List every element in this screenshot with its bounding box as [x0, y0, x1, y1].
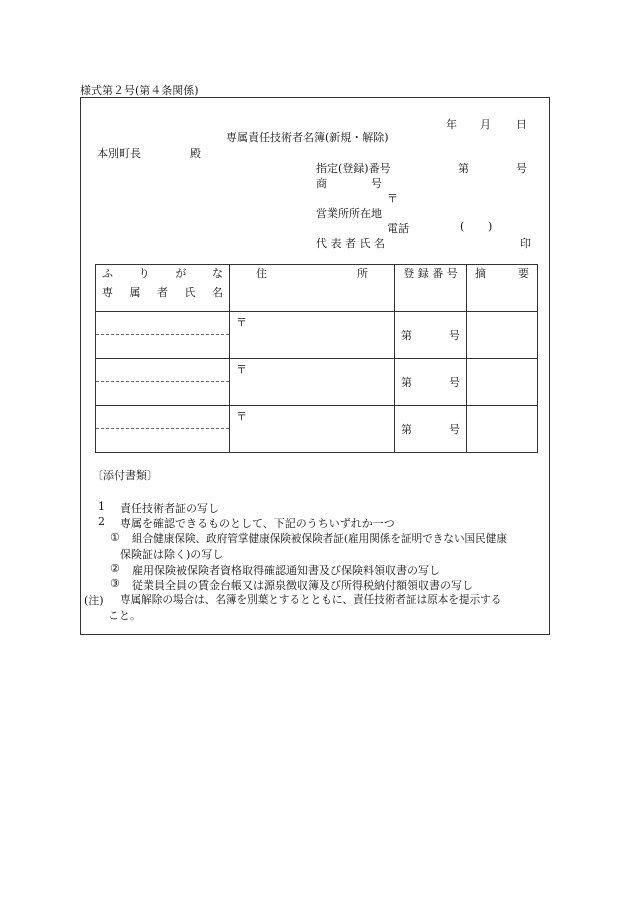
header-remarks: 摘 要 — [467, 265, 538, 312]
date-year: 年 — [446, 118, 457, 131]
sub-item-2-text: 雇用保険被保険者資格取得確認通知書及び保険料領収書の写し — [132, 564, 440, 577]
name-cell[interactable] — [96, 359, 230, 406]
header-name — [96, 265, 230, 312]
note-cont: こと。 — [108, 609, 141, 622]
phone-label: 電話 — [387, 222, 409, 235]
reg-cell[interactable]: 第 号 — [395, 406, 467, 453]
attachments-heading: 〔添付書類〕 — [92, 469, 158, 482]
reg-cell[interactable]: 第 号 — [395, 312, 467, 359]
reg-cell[interactable]: 第 号 — [395, 359, 467, 406]
document-title: 専属責任技術者名簿(新規・解除) — [226, 131, 389, 144]
postal-mark: 〒 — [387, 192, 398, 205]
sub-item-2-num: ② — [110, 562, 120, 575]
sub-item-1-num: ① — [110, 531, 120, 544]
office-address-label: 営業所所在地 — [316, 207, 382, 220]
remarks-cell[interactable] — [467, 406, 538, 453]
reg-number-go: 号 — [516, 162, 527, 175]
attachment-item-2-num: 2 — [98, 515, 105, 528]
note-text: 専属解除の場合は、名簿を別葉とするとともに、責任技術者証は原本を提示する — [120, 594, 502, 606]
row-postal-mark: 〒 — [236, 410, 247, 423]
seal-mark: 印 — [520, 237, 531, 250]
date-month: 月 — [480, 118, 491, 131]
address-cell[interactable] — [230, 359, 395, 406]
header-address: 住 所 — [230, 265, 395, 312]
sub-item-3-text: 従業員全員の賃金台帳又は源泉徴収簿及び所得税納付額領収書の写し — [132, 579, 473, 592]
sub-item-1-text: 組合健康保険、政府管掌健康保険被保険者証(雇用関係を証明できない国民健康 — [132, 533, 507, 545]
phone-paren-open: ( — [460, 220, 465, 233]
sub-item-1-cont: 保険証は除く)の写し — [120, 548, 224, 561]
name-cell[interactable] — [96, 406, 230, 453]
header-member-name: 専 属 者 氏 名 — [102, 286, 223, 299]
attachment-item-2-text: 専属を確認できるものとして、下記のうちいずれか一つ — [120, 517, 395, 530]
name-cell[interactable] — [96, 312, 230, 359]
attachment-item-1-num: 1 — [98, 500, 105, 513]
table-row — [96, 406, 538, 453]
remarks-cell[interactable] — [467, 359, 538, 406]
row-postal-mark: 〒 — [236, 316, 247, 329]
sub-item-3-num: ③ — [110, 577, 120, 590]
table-header-row — [96, 265, 538, 312]
representative-label: 代 表 者 氏 名 — [316, 237, 385, 250]
address-cell[interactable] — [230, 406, 395, 453]
address-cell[interactable] — [230, 312, 395, 359]
table-row — [96, 359, 538, 406]
attachment-item-1-text: 責任技術者証の写し — [120, 502, 219, 515]
table-row — [96, 312, 538, 359]
remarks-cell[interactable] — [467, 312, 538, 359]
form-label: 様式第２号(第４条関係) — [80, 84, 199, 97]
company-label: 商 号 — [316, 177, 382, 190]
members-table — [95, 264, 538, 453]
addressee-name: 本別町長 — [97, 147, 141, 160]
row-postal-mark: 〒 — [236, 363, 247, 376]
reg-number-label: 指定(登録)番号 — [316, 162, 391, 175]
note-label: (注) — [84, 594, 104, 607]
header-furigana: ふ り が な — [102, 267, 223, 280]
header-reg-number: 登 録 番 号 — [395, 265, 467, 312]
phone-paren-close: ) — [488, 220, 493, 233]
date-day: 日 — [516, 118, 527, 131]
addressee-honorific: 殿 — [190, 147, 201, 160]
reg-number-dai: 第 — [458, 162, 469, 175]
